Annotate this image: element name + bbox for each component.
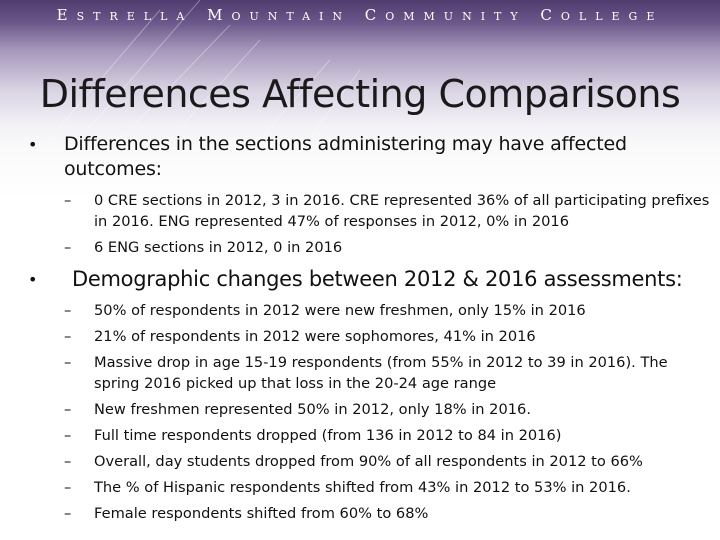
college-name: Estrella Mountain Community College bbox=[56, 6, 664, 24]
sub-bullet-list bbox=[64, 190, 712, 263]
sub-bullet-item bbox=[64, 477, 712, 498]
sub-bullet-list bbox=[64, 300, 712, 529]
bullet-icon: • bbox=[28, 135, 38, 154]
sub-bullet-text: 50% of respondents in 2012 were new freshmen, only 15% in 2016 bbox=[94, 302, 586, 319]
sub-bullet-text: Full time respondents dropped (from 136 in 2012 to 84 in 2016) bbox=[94, 427, 562, 444]
sub-bullet-text: New freshmen represented 50% in 2012, only 18% in 2016. bbox=[94, 401, 531, 418]
bullet-item bbox=[28, 132, 708, 182]
dash-icon: – bbox=[64, 239, 72, 256]
dash-icon: – bbox=[64, 302, 72, 319]
dash-icon: – bbox=[64, 192, 72, 209]
sub-bullet-item bbox=[64, 300, 712, 321]
bullet-item bbox=[28, 267, 718, 292]
sub-bullet-item bbox=[64, 451, 712, 472]
sub-bullet-item bbox=[64, 237, 712, 258]
sub-bullet-item bbox=[64, 352, 712, 394]
dash-icon: – bbox=[64, 479, 72, 496]
sub-bullet-text: The % of Hispanic respondents shifted from 43% in 2012 to 53% in 2016. bbox=[94, 479, 631, 496]
sub-bullet-item bbox=[64, 503, 712, 524]
dash-icon: – bbox=[64, 401, 72, 418]
sub-bullet-item bbox=[64, 326, 712, 347]
sub-bullet-text: 21% of respondents in 2012 were sophomores, 41% in 2016 bbox=[94, 328, 536, 345]
dash-icon: – bbox=[64, 427, 72, 444]
bullet-text: Demographic changes between 2012 & 2016 assessments: bbox=[72, 267, 683, 291]
sub-bullet-item bbox=[64, 425, 712, 446]
bullet-text: Differences in the sections administering may have affected outcomes: bbox=[64, 133, 627, 180]
dash-icon: – bbox=[64, 505, 72, 522]
sub-bullet-item bbox=[64, 190, 712, 232]
sub-bullet-text: 6 ENG sections in 2012, 0 in 2016 bbox=[94, 239, 343, 256]
bullet-icon: • bbox=[28, 270, 38, 289]
dash-icon: – bbox=[64, 453, 72, 470]
sub-bullet-text: Massive drop in age 15-19 respondents (from 55% in 2012 to 39 in 2016). The spring 2016 picked up that loss in the 20-24 age range bbox=[94, 354, 668, 392]
slide-title: Differences Affecting Comparisons bbox=[39, 72, 681, 116]
sub-bullet-text: 0 CRE sections in 2012, 3 in 2016. CRE represented 36% of all participating prefixes in 2016. ENG represented 47% of responses in 2012, 0% in 2016 bbox=[94, 192, 710, 230]
dash-icon: – bbox=[64, 328, 72, 345]
sub-bullet-item bbox=[64, 399, 712, 420]
dash-icon: – bbox=[64, 354, 72, 371]
sub-bullet-text: Female respondents shifted from 60% to 68% bbox=[94, 505, 429, 522]
sub-bullet-text: Overall, day students dropped from 90% of all respondents in 2012 to 66% bbox=[94, 453, 643, 470]
